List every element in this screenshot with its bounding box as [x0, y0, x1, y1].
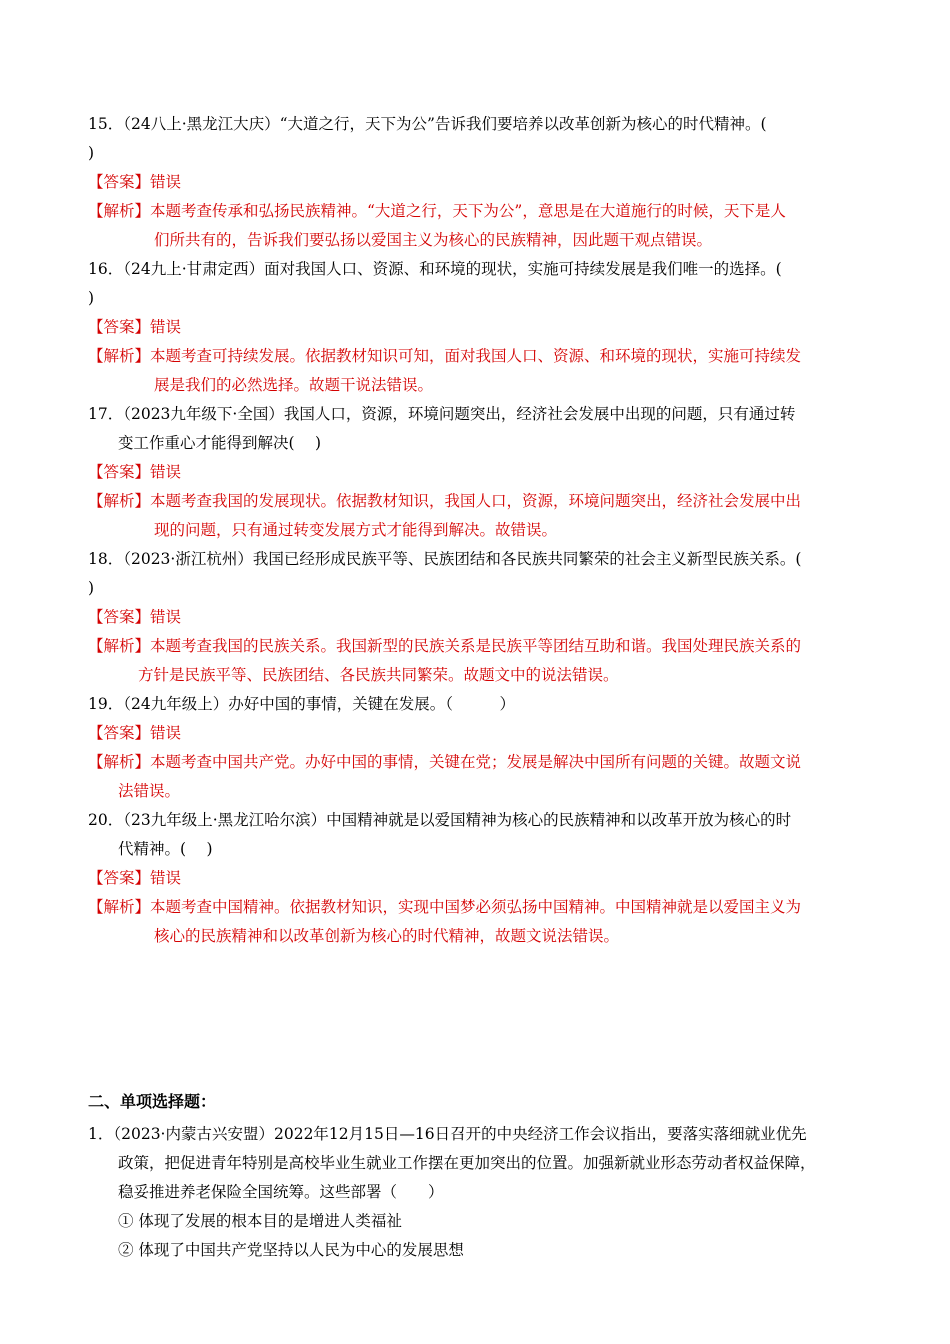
answer-line: 【答案】错误	[88, 173, 182, 191]
analysis-line: 【解析】本题考查我国的民族关系。我国新型的民族关系是民族平等团结互助和谐。我国处理民族关系的	[88, 637, 802, 655]
analysis-line-cont: 们所共有的，告诉我们要弘扬以爱国主义为核心的民族精神，因此题干观点错误。	[154, 231, 713, 249]
question-19	[88, 690, 868, 806]
analysis-line: 【解析】本题考查中国共产党。办好中国的事情，关键在党；发展是解决中国所有问题的关键。故题文说	[88, 753, 802, 771]
analysis-line: 【解析】本题考查中国精神。依据教材知识，实现中国梦必须弘扬中国精神。中国精神就是以爱国主义为	[88, 898, 802, 916]
question-20	[88, 806, 868, 951]
analysis-line-cont: 方针是民族平等、民族团结、各民族共同繁荣。故题文中的说法错误。	[138, 666, 619, 684]
option-1: ① 体现了发展的根本目的是增进人类福祉	[118, 1212, 402, 1230]
answer-line: 【答案】错误	[88, 608, 182, 626]
question-text-cont: 稳妥推进养老保险全国统筹。这些部署（ ）	[118, 1183, 444, 1201]
analysis-line: 【解析】本题考查可持续发展。依据教材知识可知，面对我国人口、资源、和环境的现状，实施可持续发	[88, 347, 802, 365]
question-17	[88, 400, 868, 545]
section-single-choice	[88, 1084, 868, 1265]
analysis-line: 【解析】本题考查传承和弘扬民族精神。“大道之行，天下为公”，意思是在大道施行的时候，天下是人	[88, 202, 786, 220]
option-2: ② 体现了中国共产党坚持以人民为中心的发展思想	[118, 1241, 464, 1259]
question-16	[88, 255, 868, 400]
answer-line: 【答案】错误	[88, 724, 182, 742]
question-18	[88, 545, 868, 690]
question-list	[88, 110, 868, 951]
question-text-cont: 代精神。( )	[118, 840, 213, 858]
question-text: 20．（23九年级上·黑龙江哈尔滨）中国精神就是以爱国精神为核心的民族精神和以改革开放为核心的时	[88, 811, 792, 829]
question-text: 17．（2023九年级下·全国）我国人口，资源，环境问题突出，经济社会发展中出现的问题，只有通过转	[88, 405, 796, 423]
answer-line: 【答案】错误	[88, 463, 182, 481]
answer-line: 【答案】错误	[88, 869, 182, 887]
question-text-cont: )	[88, 579, 95, 597]
analysis-line-cont: 展是我们的必然选择。故题干说法错误。	[154, 376, 434, 394]
question-text-cont: 政策，把促进青年特别是高校毕业生就业工作摆在更加突出的位置。加强新就业形态劳动者权益保障，	[118, 1154, 816, 1172]
question-text: 15．（24八上·黑龙江大庆）“大道之行，天下为公”告诉我们要培养以改革创新为核心的时代精神。(	[88, 115, 767, 133]
question-text-cont: )	[88, 144, 95, 162]
question-text-cont: 变工作重心才能得到解决( )	[118, 434, 322, 452]
analysis-line: 【解析】本题考查我国的发展现状。依据教材知识，我国人口，资源，环境问题突出，经济社会发展中出	[88, 492, 802, 510]
question-text: 1．（2023·内蒙古兴安盟）2022年12月15日—16日召开的中央经济工作会议指出，要落实落细就业优先	[88, 1125, 807, 1143]
analysis-line-cont: 核心的民族精神和以改革创新为核心的时代精神，故题文说法错误。	[154, 927, 620, 945]
question-text-cont: )	[88, 289, 95, 307]
analysis-line-cont: 法错误。	[118, 782, 181, 800]
answer-line: 【答案】错误	[88, 318, 182, 336]
analysis-line-cont: 现的问题，只有通过转变发展方式才能得到解决。故错误。	[154, 521, 558, 539]
section-title: 二、单项选择题：	[88, 1092, 217, 1111]
question-15	[88, 110, 868, 255]
question-text: 19．（24九年级上）办好中国的事情，关键在发展。（ ）	[88, 695, 515, 713]
question-text: 16．（24九上·甘肃定西）面对我国人口、资源、和环境的现状，实施可持续发展是我们唯一的选择。(	[88, 260, 782, 278]
question-text: 18．（2023·浙江杭州）我国已经形成民族平等、民族团结和各民族共同繁荣的社会主义新型民族关系。(	[88, 550, 802, 568]
